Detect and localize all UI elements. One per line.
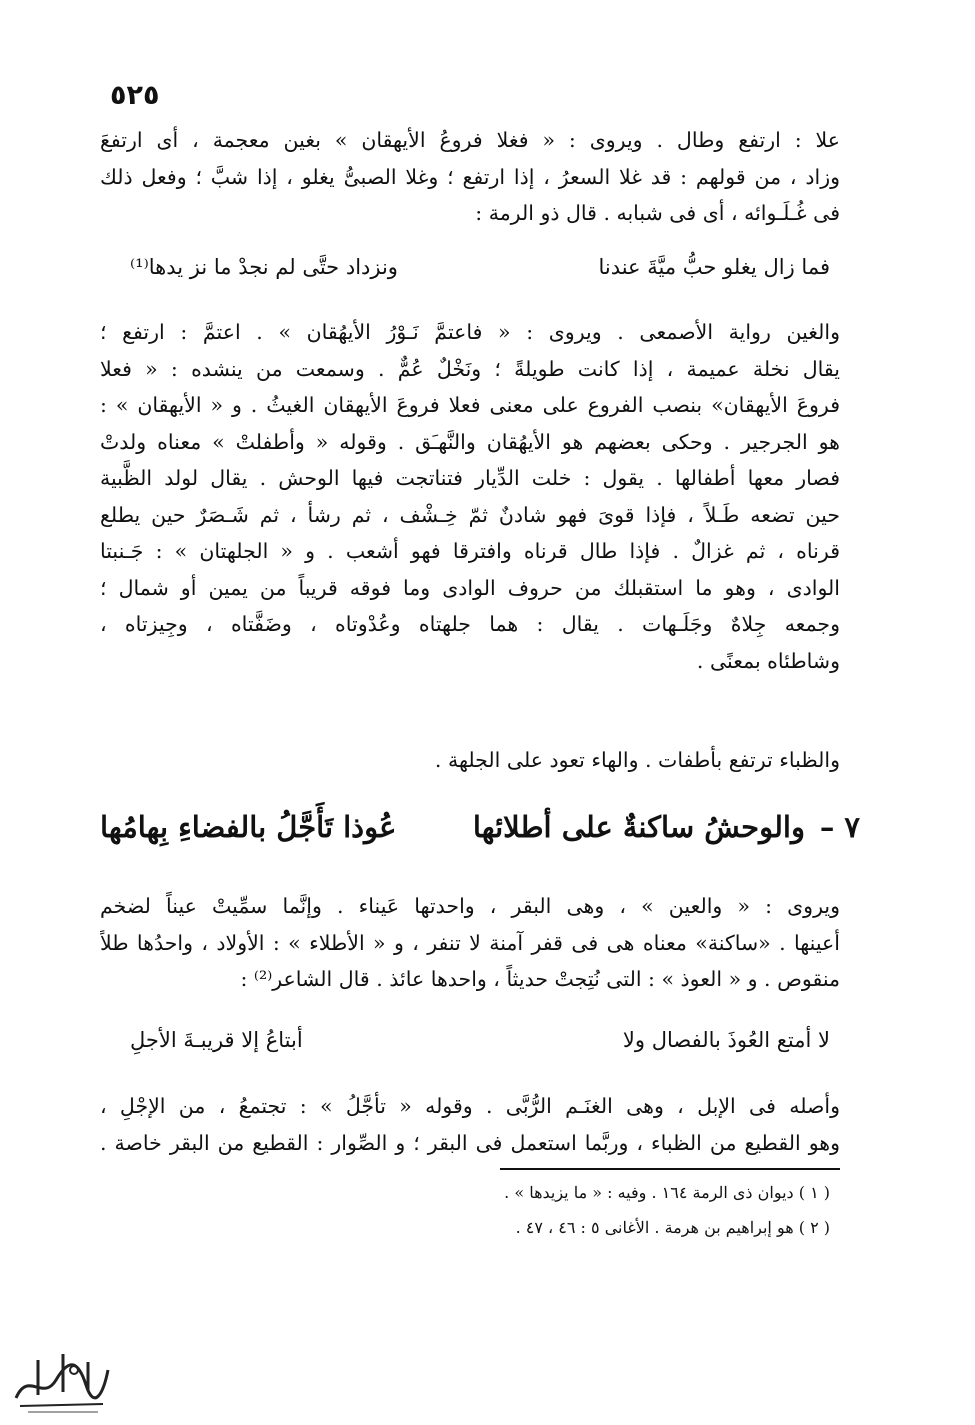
paragraph-4 xyxy=(100,888,840,998)
footnote-2: ( ٢ ) هو إبراهيم بن هرمة . الأغانى ٥ : ٤٦ ، ٤٧ . xyxy=(515,1218,830,1237)
text-line: وهو القطيع من الظباء ، وربَّما استعمل فى البقر ؛ و الصِّوار : القطيع من البقر خاصة . xyxy=(100,1130,840,1155)
paragraph-1 xyxy=(100,122,840,232)
text-line: والغين رواية الأصمعى . ويروى : « فاعتمَّ نَـوْرُ الأيهُقان » . اعتمَّ : ارتفع ؛ xyxy=(100,320,840,344)
footnote-1: ( ١ ) ديوان ذى الرمة ١٦٤ . وفيه : « ما يزيدها » . xyxy=(504,1183,830,1202)
verse-number: ٧ – xyxy=(819,810,860,844)
verse-second-hemistich: عُوذا تَأَجَّلُ بالفضاءِ بِهامُها xyxy=(100,810,397,844)
verse-quote-1 xyxy=(100,255,840,295)
paragraph-3 xyxy=(100,742,840,779)
text-line: فى غُـلَـوائه ، أى فى شبابه . قال ذو الرمة : xyxy=(475,201,840,225)
verse-second-hemistich: أبتاعُ إلا قريبـةَ الأجلِ xyxy=(130,1028,303,1052)
text-line: أعينها . «ساكنة» معناه هى فى قفر آمنة لا تنفر ، و « الأطلاء » : الأولاد ، واحدُها طلاً xyxy=(100,930,840,955)
text-line: والظباء ترتفع بأطفات . والهاء تعود على الجلهة . xyxy=(434,748,840,772)
verse-first-hemistich: والوحشُ ساكنةٌ على أطلائها xyxy=(472,810,805,844)
text-line: علا : ارتفع وطال . ويروى : « فغلا فروعُ الأيهقان » بغين معجمة ، أى ارتفعَ xyxy=(100,128,840,152)
text-line: حين تضعه طَـلاً ، فإذا قوىَ فهو شادنٌ ثمّ خِـشْف ، ثم رشأ ، ثم شَـصَرٌ حين يطلع xyxy=(100,502,840,527)
text-line: وأصله فى الإبل ، وهى الغنَـم الرُّبَّى . وقوله « تأجَّلُ » : تجتمعُ ، من الإجْلِ ، xyxy=(100,1094,840,1118)
library-stamp-icon xyxy=(8,1340,113,1420)
verse-first-hemistich: لا أمتع العُوذَ بالفصال ولا xyxy=(622,1028,830,1052)
footnote-divider xyxy=(500,1168,840,1170)
verse-first-hemistich: فما زال يغلو حبُّ ميَّةَ عندنا xyxy=(598,255,830,279)
text-line: ويروى : « والعين » ، وهى البقر ، واحدتها عَيناء . وإنَّما سمِّيتْ عيناً لضخم xyxy=(100,894,840,918)
text-line: وشاطئاه بمعنًى . xyxy=(696,648,840,673)
text-line: هو الجرجير . وحكى بعضهم هو الأيهُقان والنَّهـَق . وقوله « وأطفلتْ » معناه ولدتْ xyxy=(100,429,840,454)
page-number: ٥٢٥ xyxy=(110,80,160,111)
text-line: وجمعه جِلاهٌ وجَلَـهات . يقال : هما جلهتاه وعُدْوتاه ، وضَفَّتاه ، وجِيزتاه ، xyxy=(100,612,840,636)
text-line: قرناه ، ثم غزالٌ . فإذا طال قرناه وافترقا فهو أشعب . و « الجلهتان » : جَـنبتا xyxy=(100,539,840,563)
text-line: فروعَ الأيهقان» بنصب الفروع على معنى فعلا فروعَ الأيهقان الغيثُ . و « الأيهقان » : xyxy=(100,393,840,417)
text-line: فصار معها أطفالها . يقول : خلت الدِّيار فتناتجت فيها الوحش . يقال لولد الظَّبية xyxy=(100,466,840,490)
text-line: وزاد ، من قولهم : قد غلا السعرُ ، إذا ارتفع ؛ وغلا الصبىُّ يغلو ، إذا شبَّ ؛ وفعل ذلك xyxy=(100,164,840,189)
text-line: الوادى ، وهو ما استقبلك من حروف الوادى وما فوقه قريباً من يمين أو شمال ؛ xyxy=(100,575,840,600)
verse-second-hemistich: ونزداد حتَّى لم نجدْ ما نز يدها⁽¹⁾ xyxy=(130,255,398,279)
text-line: منقوص . و « العوذ » : التى نُتِجتْ حديثاً ، واحدها عائذ . قال الشاعر⁽²⁾ : xyxy=(240,967,840,991)
verse-7 xyxy=(100,810,860,870)
paragraph-5 xyxy=(100,1088,840,1161)
text-line: يقال نخلة عميمة ، إذا كانت طويلةً ؛ ونَخْلٌ عُمٌّ . وسمعت من ينشده : « فعلا xyxy=(100,356,840,381)
verse-quote-2 xyxy=(100,1028,840,1068)
paragraph-2 xyxy=(100,314,840,679)
